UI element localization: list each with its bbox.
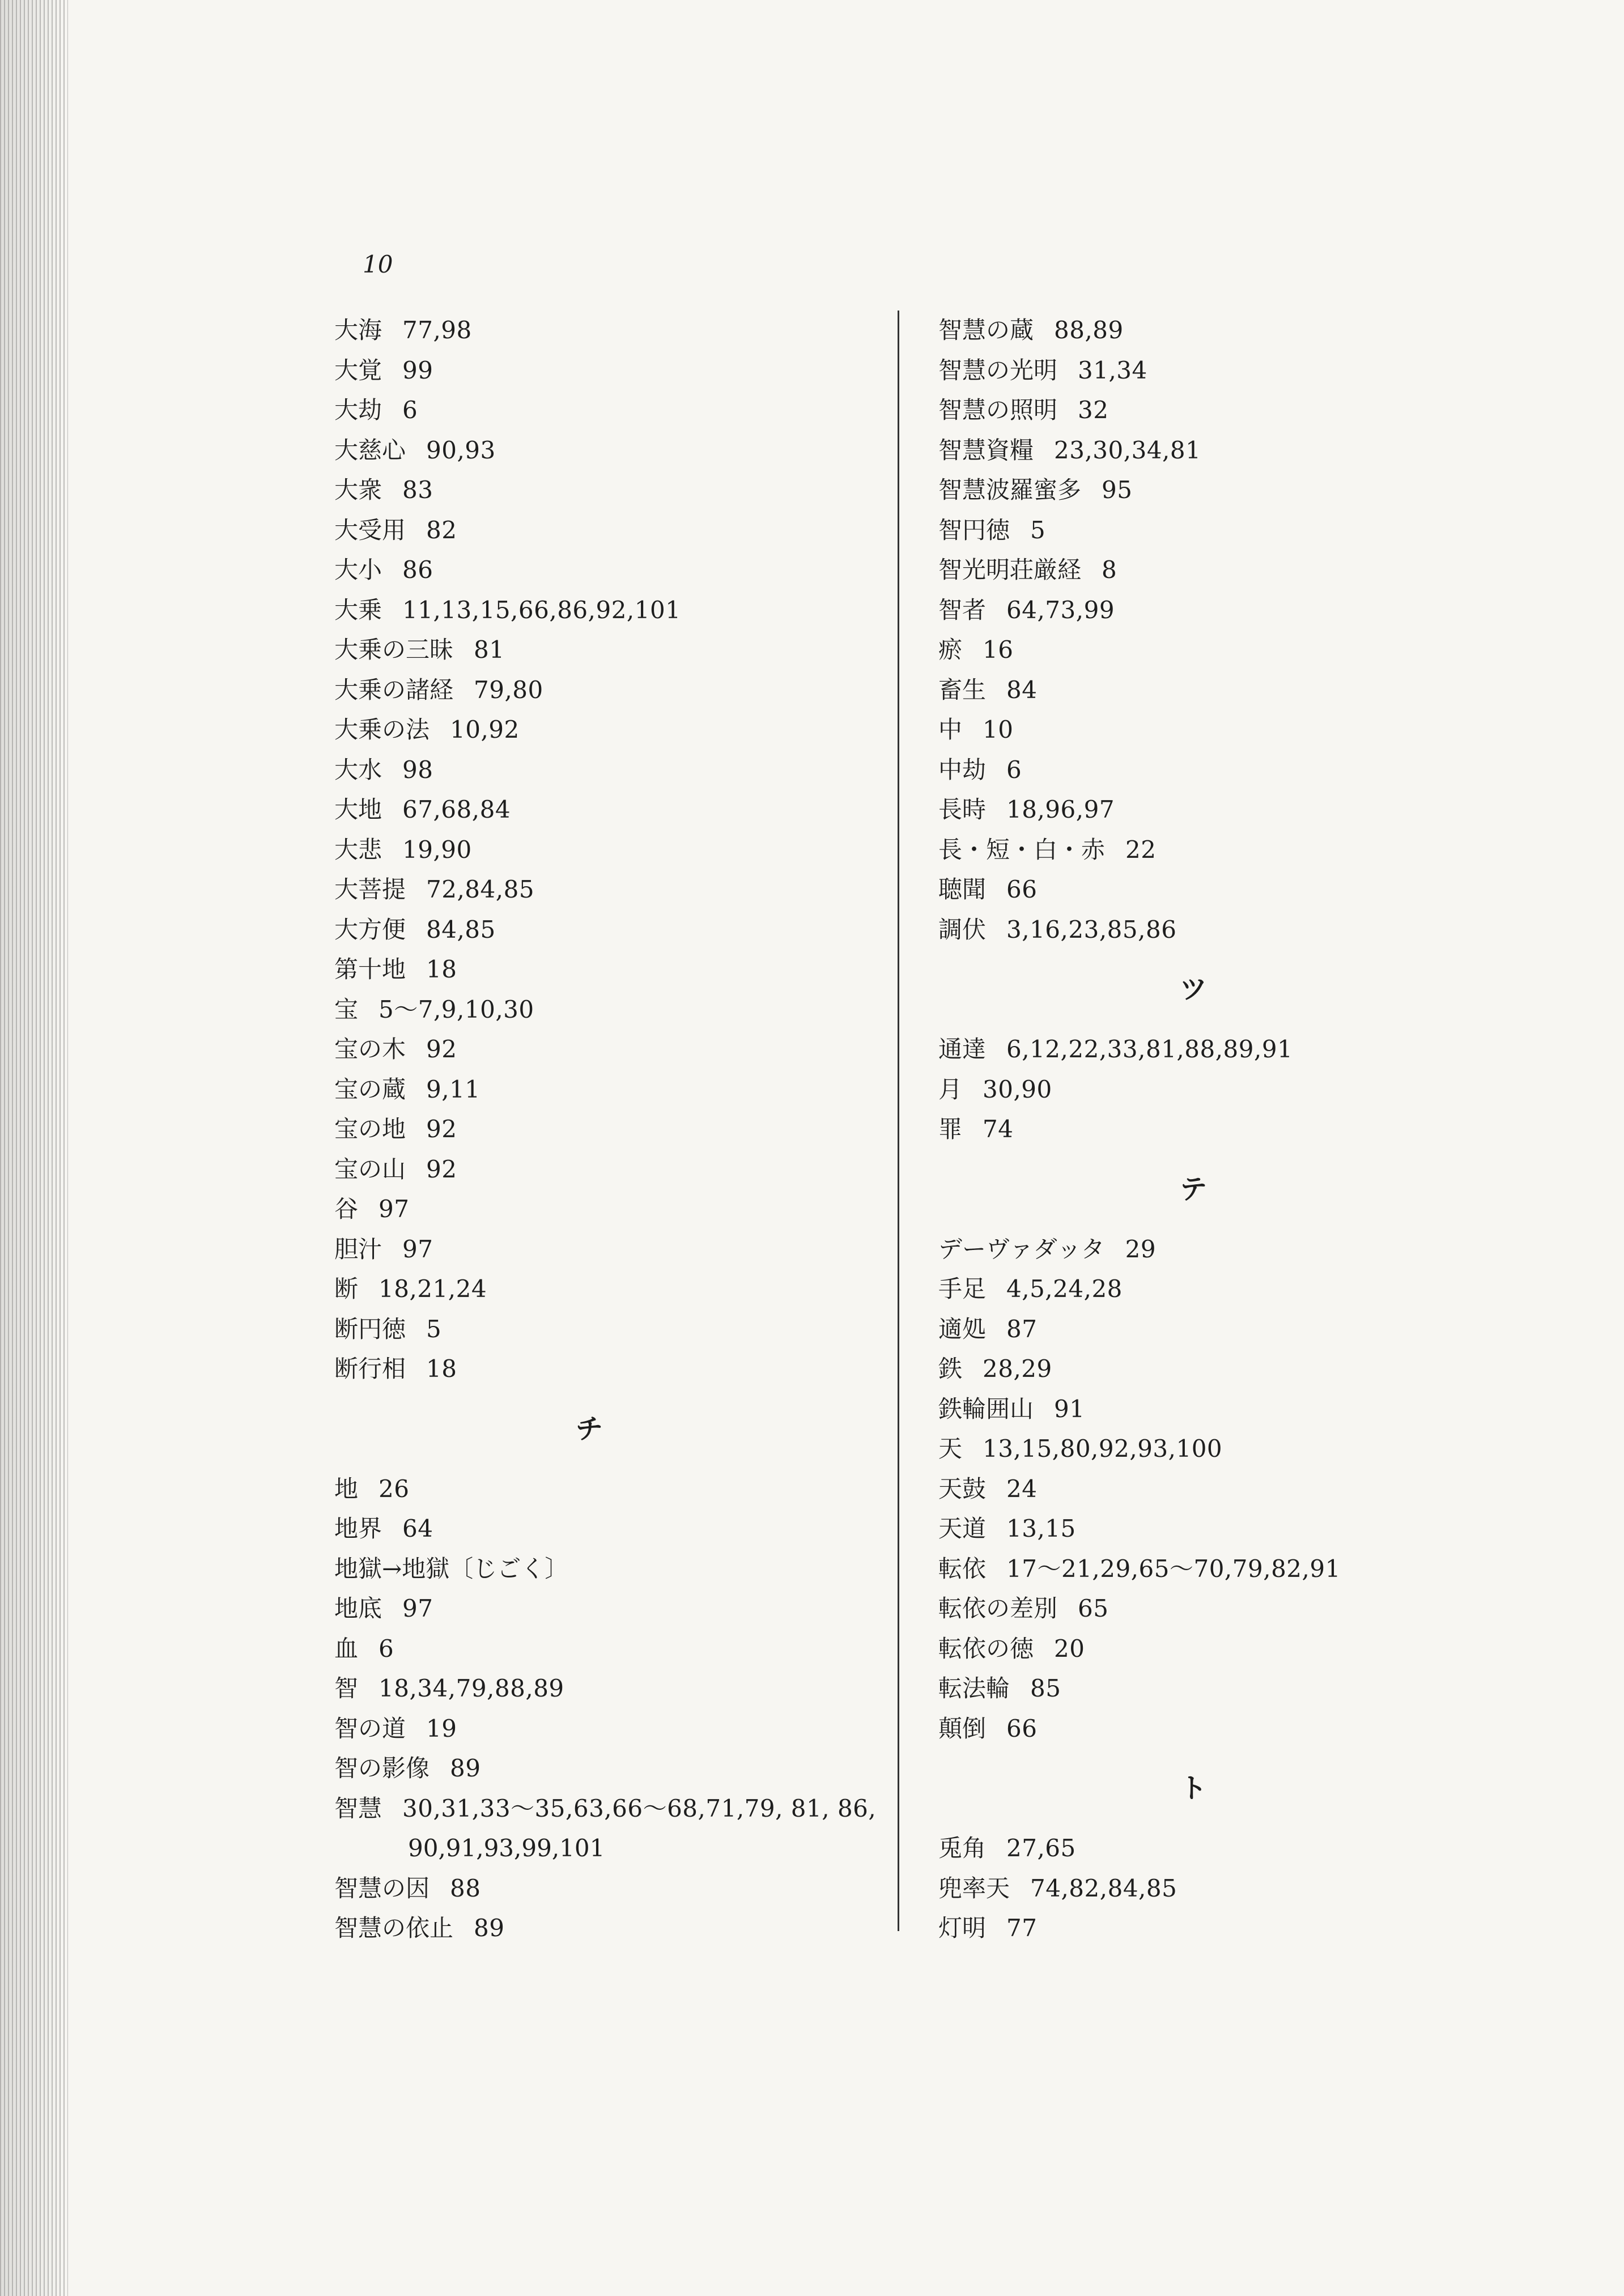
index-entry xyxy=(334,910,901,950)
index-entry xyxy=(938,1230,1505,1270)
entry-term: 智慧波羅蜜多 xyxy=(938,476,1082,504)
entry-pages: 72,84,85 xyxy=(426,875,535,903)
entry-pages: 64,73,99 xyxy=(1006,596,1115,624)
entry-pages: 9,11 xyxy=(426,1075,481,1103)
entry-pages: 92 xyxy=(426,1115,457,1143)
entry-term: 大覚 xyxy=(334,356,382,384)
index-entry xyxy=(938,351,1505,391)
entry-pages: 8 xyxy=(1102,556,1117,584)
entry-term: 天 xyxy=(938,1435,963,1462)
entry-pages: 99 xyxy=(402,356,433,384)
index-entry xyxy=(334,1469,901,1510)
entry-term: 大劫 xyxy=(334,396,382,424)
entry-pages: 32 xyxy=(1078,396,1109,424)
entry-pages: 92 xyxy=(426,1035,457,1063)
index-entry xyxy=(334,1309,901,1350)
entry-term: 智円徳 xyxy=(938,516,1010,544)
entry-term: 大衆 xyxy=(334,476,382,504)
entry-pages: 4,5,24,28 xyxy=(1006,1275,1123,1303)
index-entry xyxy=(334,1589,901,1629)
entry-pages: 26 xyxy=(379,1474,410,1503)
entry-term: 調伏 xyxy=(938,915,987,943)
entry-pages: 6 xyxy=(379,1634,394,1663)
entry-pages: 81 xyxy=(474,636,505,664)
entry-pages: 24 xyxy=(1006,1474,1038,1503)
entry-pages: 90,93 xyxy=(426,436,496,464)
index-entry xyxy=(334,1549,901,1589)
entry-pages: 90,91,93,99,101 xyxy=(408,1834,605,1862)
entry-term: 中劫 xyxy=(938,755,987,784)
entry-pages: 64 xyxy=(402,1515,433,1542)
entry-term: 大受用 xyxy=(334,516,406,544)
entry-pages: 74 xyxy=(983,1115,1014,1143)
index-entry xyxy=(938,470,1505,511)
entry-pages: 66 xyxy=(1006,1714,1038,1742)
index-entry xyxy=(938,590,1505,631)
entry-term: 天道 xyxy=(938,1515,987,1542)
index-entry xyxy=(334,1709,901,1749)
entry-term: 智慧の蔵 xyxy=(938,316,1034,344)
index-entry xyxy=(938,710,1505,750)
entry-pages: 97 xyxy=(402,1595,433,1622)
entry-term: 罪 xyxy=(938,1115,963,1143)
entry-term: 智慧の光明 xyxy=(938,356,1058,384)
index-entry xyxy=(938,910,1505,950)
entry-pages: 77,98 xyxy=(402,316,472,344)
entry-term: 地獄→地獄〔じごく〕 xyxy=(334,1554,569,1583)
section-heading: チ xyxy=(575,1413,603,1445)
entry-pages: 28,29 xyxy=(983,1355,1052,1383)
entry-pages: 18,21,24 xyxy=(379,1275,487,1303)
entry-pages: 83 xyxy=(402,476,433,504)
index-entry xyxy=(938,1549,1505,1589)
index-entry xyxy=(938,1869,1505,1909)
index-entry xyxy=(938,1109,1505,1150)
entry-term: 中 xyxy=(938,716,963,743)
entry-pages: 87 xyxy=(1006,1315,1038,1343)
entry-pages: 13,15,80,92,93,100 xyxy=(983,1435,1223,1462)
entry-term: 鉄 xyxy=(938,1355,963,1383)
index-entry xyxy=(334,511,901,551)
entry-pages: 85 xyxy=(1030,1674,1061,1702)
index-entry xyxy=(938,1389,1505,1430)
entry-term: 転依 xyxy=(938,1554,987,1583)
index-entry xyxy=(938,630,1505,670)
section-heading: ツ xyxy=(1179,973,1207,1005)
entry-term: 大慈心 xyxy=(334,436,406,464)
entry-pages: 27,65 xyxy=(1006,1834,1076,1862)
entry-term: 智慧の依止 xyxy=(334,1914,454,1942)
entry-term: 灯明 xyxy=(938,1914,987,1942)
index-entry xyxy=(938,750,1505,790)
entry-pages: 89 xyxy=(474,1914,505,1942)
column-divider xyxy=(898,311,899,1931)
entry-term: 長時 xyxy=(938,796,987,823)
entry-term: 天鼓 xyxy=(938,1474,987,1503)
entry-term: 大乗の三昧 xyxy=(334,636,454,664)
entry-pages: 82 xyxy=(426,516,457,544)
entry-term: 智の道 xyxy=(334,1714,406,1742)
entry-pages: 31,34 xyxy=(1078,356,1147,384)
entry-term: 地界 xyxy=(334,1515,382,1542)
entry-term: 胆汁 xyxy=(334,1235,382,1263)
index-entry xyxy=(334,1269,901,1309)
entry-pages: 97 xyxy=(379,1195,410,1223)
entry-pages: 5〜7,9,10,30 xyxy=(379,995,534,1023)
entry-pages: 65 xyxy=(1078,1595,1109,1622)
entry-term: 地底 xyxy=(334,1595,382,1622)
entry-pages: 92 xyxy=(426,1155,457,1183)
entry-term: 顛倒 xyxy=(938,1714,987,1742)
index-entry xyxy=(334,830,901,870)
entry-pages: 18 xyxy=(426,955,457,983)
entry-term: 大海 xyxy=(334,316,382,344)
index-entry xyxy=(938,790,1505,830)
index-entry xyxy=(334,1908,901,1949)
index-entry xyxy=(938,431,1505,471)
entry-pages: 98 xyxy=(402,755,433,784)
index-entry-continuation xyxy=(334,1829,901,1869)
index-entry xyxy=(938,1509,1505,1549)
entry-term: 智 xyxy=(334,1674,359,1702)
entry-term: 大地 xyxy=(334,796,382,823)
entry-pages: 10,92 xyxy=(450,716,520,743)
index-entry xyxy=(938,1030,1505,1070)
entry-pages: 18 xyxy=(426,1355,457,1383)
index-entry xyxy=(334,1749,901,1789)
entry-pages: 6 xyxy=(1006,755,1022,784)
index-entry xyxy=(938,550,1505,590)
index-column-left xyxy=(334,311,901,1949)
scan-binding-edge xyxy=(0,0,68,2296)
index-entry xyxy=(938,670,1505,711)
entry-pages: 22 xyxy=(1125,835,1157,864)
entry-pages: 29 xyxy=(1125,1235,1157,1263)
index-entry xyxy=(938,390,1505,431)
entry-pages: 23,30,34,81 xyxy=(1054,436,1201,464)
entry-pages: 95 xyxy=(1102,476,1133,504)
index-entry xyxy=(938,1349,1505,1389)
index-entry xyxy=(938,1309,1505,1350)
index-entry xyxy=(334,1189,901,1230)
index-column-right xyxy=(938,311,1505,1949)
index-entry xyxy=(334,1150,901,1190)
section-heading: ト xyxy=(1179,1772,1207,1804)
entry-term: 大小 xyxy=(334,556,382,584)
entry-pages: 84 xyxy=(1006,675,1038,704)
entry-term: 断行相 xyxy=(334,1355,406,1383)
page-number: 10 xyxy=(363,250,393,278)
entry-pages: 89 xyxy=(450,1754,481,1782)
entry-term: 血 xyxy=(334,1634,359,1663)
entry-pages: 19,90 xyxy=(402,835,472,864)
entry-term: 宝 xyxy=(334,995,359,1023)
entry-term: 断円徳 xyxy=(334,1315,406,1343)
entry-pages: 84,85 xyxy=(426,915,496,943)
entry-pages: 30,90 xyxy=(983,1075,1052,1103)
entry-pages: 30,31,33〜35,63,66〜68,71,79, 81, 86, xyxy=(402,1794,877,1822)
entry-term: 智光明荘厳経 xyxy=(938,556,1082,584)
entry-term: 大悲 xyxy=(334,835,382,864)
entry-term: 宝の木 xyxy=(334,1035,406,1063)
index-entry xyxy=(938,1469,1505,1510)
index-entry xyxy=(334,390,901,431)
entry-term: 月 xyxy=(938,1075,963,1103)
entry-term: 大乗 xyxy=(334,596,382,624)
index-entry xyxy=(334,670,901,711)
entry-term: 手足 xyxy=(938,1275,987,1303)
entry-pages: 66 xyxy=(1006,875,1038,903)
index-entry xyxy=(334,1030,901,1070)
entry-term: 大水 xyxy=(334,755,382,784)
entry-term: 智慧の因 xyxy=(334,1874,430,1902)
entry-pages: 5 xyxy=(1030,516,1046,544)
index-entry xyxy=(938,1269,1505,1309)
index-entry xyxy=(334,710,901,750)
entry-term: 畜生 xyxy=(938,675,987,704)
entry-term: 転依の徳 xyxy=(938,1634,1034,1663)
entry-pages: 88,89 xyxy=(1054,316,1124,344)
entry-term: 宝の蔵 xyxy=(334,1075,406,1103)
index-entry xyxy=(938,1669,1505,1709)
entry-term: 大菩提 xyxy=(334,875,406,903)
index-entry xyxy=(938,1629,1505,1669)
index-entry xyxy=(938,511,1505,551)
entry-term: 兎角 xyxy=(938,1834,987,1862)
entry-term: 大方便 xyxy=(334,915,406,943)
entry-term: 長・短・白・赤 xyxy=(938,835,1106,864)
index-entry xyxy=(938,1829,1505,1869)
entry-pages: 6,12,22,33,81,88,89,91 xyxy=(1006,1035,1293,1063)
entry-pages: 17〜21,29,65〜70,79,82,91 xyxy=(1006,1554,1341,1583)
entry-pages: 18,34,79,88,89 xyxy=(379,1674,564,1702)
index-entry xyxy=(938,1589,1505,1629)
entry-pages: 18,96,97 xyxy=(1006,796,1115,823)
entry-pages: 5 xyxy=(426,1315,442,1343)
entry-term: 断 xyxy=(334,1275,359,1303)
entry-term: 大乗の諸経 xyxy=(334,675,454,704)
entry-term: 智慧の照明 xyxy=(938,396,1058,424)
entry-term: 智者 xyxy=(938,596,987,624)
entry-term: 智の影像 xyxy=(334,1754,430,1782)
entry-term: 通達 xyxy=(938,1035,987,1063)
index-entry xyxy=(334,470,901,511)
entry-pages: 16 xyxy=(983,636,1014,664)
entry-pages: 3,16,23,85,86 xyxy=(1006,915,1177,943)
entry-pages: 88 xyxy=(450,1874,481,1902)
index-entry xyxy=(334,431,901,471)
index-entry xyxy=(334,1789,901,1829)
index-entry xyxy=(334,1349,901,1389)
index-entry xyxy=(334,990,901,1030)
entry-term: 転法輪 xyxy=(938,1674,1010,1702)
index-entry xyxy=(938,1429,1505,1469)
entry-pages: 86 xyxy=(402,556,433,584)
entry-term: 第十地 xyxy=(334,955,406,983)
entry-pages: 6 xyxy=(402,396,418,424)
index-entry xyxy=(938,1709,1505,1749)
entry-pages: 19 xyxy=(426,1714,457,1742)
index-entry xyxy=(334,1869,901,1909)
index-entry xyxy=(334,550,901,590)
index-entry xyxy=(334,630,901,670)
entry-pages: 20 xyxy=(1054,1634,1085,1663)
entry-term: 智慧 xyxy=(334,1794,382,1822)
index-entry xyxy=(334,1669,901,1709)
index-entry xyxy=(334,1509,901,1549)
entry-pages: 11,13,15,66,86,92,101 xyxy=(402,596,681,624)
entry-pages: 67,68,84 xyxy=(402,796,511,823)
entry-pages: 77 xyxy=(1006,1914,1038,1942)
index-entry xyxy=(938,1070,1505,1110)
entry-pages: 13,15 xyxy=(1006,1515,1076,1542)
entry-term: 聴聞 xyxy=(938,875,987,903)
index-entry xyxy=(334,870,901,910)
entry-pages: 10 xyxy=(983,716,1014,743)
entry-term: 谷 xyxy=(334,1195,359,1223)
index-entry xyxy=(938,311,1505,351)
index-entry xyxy=(334,351,901,391)
entry-term: デーヴァダッタ xyxy=(938,1235,1105,1263)
index-entry xyxy=(334,311,901,351)
entry-term: 地 xyxy=(334,1474,359,1503)
entry-term: 転依の差別 xyxy=(938,1595,1058,1622)
entry-term: 兜率天 xyxy=(938,1874,1010,1902)
entry-term: 宝の山 xyxy=(334,1155,406,1183)
index-entry xyxy=(334,790,901,830)
entry-term: 大乗の法 xyxy=(334,716,430,743)
entry-pages: 79,80 xyxy=(474,675,543,704)
section-heading: テ xyxy=(1179,1173,1207,1205)
index-entry xyxy=(334,1629,901,1669)
index-entry xyxy=(334,950,901,990)
entry-term: 智慧資糧 xyxy=(938,436,1034,464)
index-entry xyxy=(334,1070,901,1110)
index-entry xyxy=(938,1908,1505,1949)
index-entry xyxy=(334,1230,901,1270)
index-entry xyxy=(334,1109,901,1150)
entry-term: 宝の地 xyxy=(334,1115,406,1143)
entry-term: 適処 xyxy=(938,1315,987,1343)
index-entry xyxy=(938,830,1505,870)
entry-pages: 74,82,84,85 xyxy=(1030,1874,1177,1902)
index-entry xyxy=(938,870,1505,910)
entry-term: 鉄輪囲山 xyxy=(938,1394,1034,1423)
entry-term: 瘀 xyxy=(938,636,963,664)
index-entry xyxy=(334,750,901,790)
index-entry xyxy=(334,590,901,631)
entry-pages: 97 xyxy=(402,1235,433,1263)
entry-pages: 91 xyxy=(1054,1394,1085,1423)
